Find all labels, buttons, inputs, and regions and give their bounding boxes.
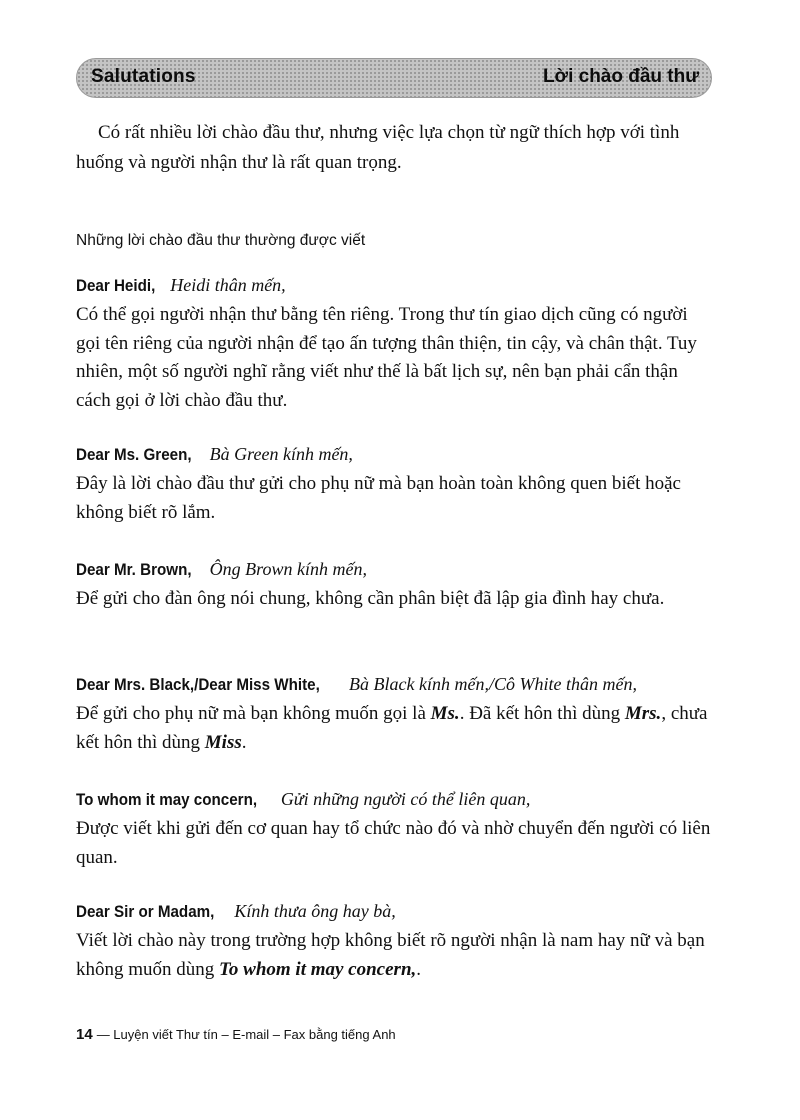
salutation-description: Đây là lời chào đầu thư gửi cho phụ nữ mà bạn hoàn toàn không quen biết hoặc không biết rõ lắm.: [76, 473, 681, 523]
salutation-description: [76, 927, 716, 984]
desc-text: Viết lời chào này trong trường hợp không biết rõ người nhận là nam hay nữ và bạn không muốn dùng: [76, 930, 705, 980]
salutation-english: Dear Ms. Green,: [76, 446, 192, 464]
salutation-entry-mrs-miss: [76, 670, 726, 757]
desc-text: .: [416, 958, 422, 980]
salutation-english: Dear Mrs. Black,/Dear Miss White,: [76, 676, 320, 694]
salutation-english: To whom it may concern,: [76, 791, 258, 809]
section-title-vietnamese: Lời chào đầu thư: [542, 66, 699, 87]
desc-text: , chưa kết hôn thì dùng: [76, 703, 708, 753]
entry-title: [76, 670, 726, 698]
salutation-vietnamese: Bà Black kính mến,/Cô White thân mến,: [349, 674, 637, 694]
footer-book-title: — Luyện viết Thư tín – E-mail – Fax bằng tiếng Anh: [96, 1027, 396, 1042]
salutation-vietnamese: Kính thưa ông hay bà,: [234, 901, 396, 921]
entry-title: [76, 440, 726, 468]
term-to-whom: To whom it may concern,: [219, 958, 417, 980]
term-mrs: Mrs.: [624, 703, 662, 724]
salutation-entry-sir-madam: [76, 897, 726, 984]
entry-title: [76, 785, 726, 813]
entry-title: [76, 555, 726, 583]
salutation-description: Có thể gọi người nhận thư bằng tên riêng. Trong thư tín giao dịch cũng có người gọi tên riêng của người nhận để tạo ấn tượng thân thiện, tin cậy, và chân thật. Tuy nhiên, một số người nghĩ rằng viết như thế là bất lịch sự, nên bạn phải cẩn thận cách gọi ở lời chào đầu thư.: [76, 304, 697, 411]
section-title-english: Salutations: [91, 66, 196, 87]
section-header-bar: [76, 58, 712, 98]
salutation-description: Để gửi cho đàn ông nói chung, không cần phân biệt đã lập gia đình hay chưa.: [76, 588, 665, 609]
salutation-entry-ms-green: [76, 440, 726, 527]
salutation-description: Được viết khi gửi đến cơ quan hay tổ chức nào đó và nhờ chuyển đến người có liên quan.: [76, 818, 711, 868]
salutation-vietnamese: Heidi thân mến,: [170, 275, 286, 295]
term-miss: Miss: [204, 731, 242, 753]
intro-paragraph: Có rất nhiều lời chào đầu thư, nhưng việc lựa chọn từ ngữ thích hợp với tình huống và người nhận thư là rất quan trọng.: [76, 122, 680, 173]
term-ms: Ms.: [430, 703, 460, 724]
salutation-entry-to-whom: [76, 785, 726, 872]
salutation-english: Dear Sir or Madam,: [76, 903, 215, 921]
entry-title: [76, 897, 726, 925]
desc-text: .: [241, 731, 247, 753]
page-number: 14: [76, 1026, 93, 1043]
salutation-vietnamese: Ông Brown kính mến,: [209, 559, 367, 579]
salutation-vietnamese: Gửi những người có thể liên quan,: [280, 789, 531, 809]
page-footer: [76, 1026, 396, 1043]
desc-text: Để gửi cho phụ nữ mà bạn không muốn gọi là: [76, 703, 431, 724]
desc-text: . Đã kết hôn thì dùng: [459, 703, 625, 724]
salutation-entry-mr-brown: [76, 555, 726, 614]
salutation-entry-heidi: [76, 271, 726, 415]
salutation-english: Dear Mr. Brown,: [76, 561, 192, 579]
entry-title: [76, 271, 726, 299]
salutation-vietnamese: Bà Green kính mến,: [209, 444, 353, 464]
subheading: Những lời chào đầu thư thường được viết: [76, 232, 366, 249]
salutation-english: Dear Heidi,: [76, 277, 156, 295]
salutation-description: [76, 700, 716, 757]
